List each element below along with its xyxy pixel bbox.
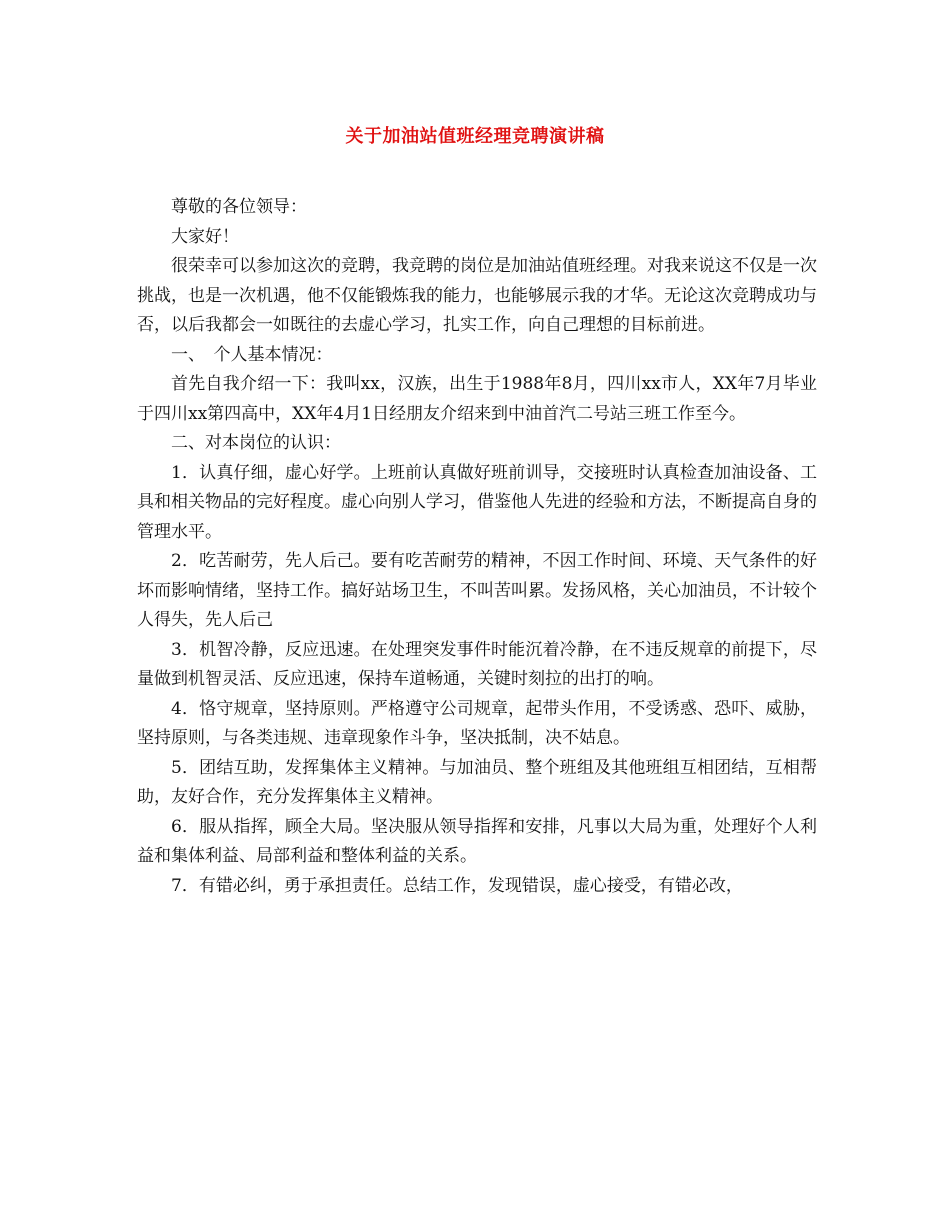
document-title: 关于加油站值班经理竞聘演讲稿: [345, 126, 605, 147]
paragraph-personal-info: 首先自我介绍一下：我叫xx，汉族，出生于1988年8月，四川xx市人，XX年7月毕业于四川xx第四高中，XX年4月1日经朋友介绍来到中油首汽二号站三班工作至今。: [137, 374, 817, 424]
document-body: [137, 193, 817, 901]
paragraph-point-4: 4．恪守规章，坚持原则。严格遵守公司规章，起带头作用，不受诱惑、恐吓、威胁，坚持原则，与各类违规、违章现象作斗争，坚决抵制，决不姑息。: [137, 698, 817, 748]
paragraph-point-6: 6．服从指挥，顾全大局。坚决服从领导指挥和安排，凡事以大局为重，处理好个人利益和集体利益、局部利益和整体利益的关系。: [137, 816, 817, 866]
paragraph-salutation: 尊敬的各位领导：: [171, 197, 307, 217]
paragraph-point-5: 5．团结互助，发挥集体主义精神。与加油员、整个班组及其他班组互相团结，互相帮助，友好合作，充分发挥集体主义精神。: [137, 757, 817, 807]
paragraph-point-2: 2．吃苦耐劳，先人后己。要有吃苦耐劳的精神，不因工作时间、环境、天气条件的好坏而影响情绪，坚持工作。搞好站场卫生，不叫苦叫累。发扬风格，关心加油员，不计较个人得失，先人后己: [137, 551, 817, 630]
paragraph-point-3: 3．机智冷静，反应迅速。在处理突发事件时能沉着冷静，在不违反规章的前提下，尽量做到机智灵活、反应迅速，保持车道畅通，关键时刻拉的出打的响。: [137, 639, 817, 689]
section-heading-personal-info: 一、 个人基本情况：: [171, 344, 333, 365]
paragraph-point-1: 1．认真仔细，虚心好学。上班前认真做好班前训导，交接班时认真检查加油设备、工具和相关物品的完好程度。虚心向别人学习，借鉴他人先进的经验和方法，不断提高自身的管理水平。: [137, 462, 817, 542]
paragraph-point-7: 7．有错必纠，勇于承担责任。总结工作，发现错误，虚心接受，有错必改，: [171, 875, 743, 896]
section-heading-role-understanding: 二、对本岗位的认识：: [171, 433, 341, 453]
paragraph-introduction: 很荣幸可以参加这次的竞聘，我竞聘的岗位是加油站值班经理。对我来说这不仅是一次挑战，也是一次机遇，他不仅能锻炼我的能力，也能够展示我的才华。无论这次竞聘成功与否，以后我都会一如既往的去虚心学习，扎实工作，向自己理想的目标前进。: [137, 256, 817, 335]
paragraph-greeting: 大家好！: [171, 226, 239, 247]
